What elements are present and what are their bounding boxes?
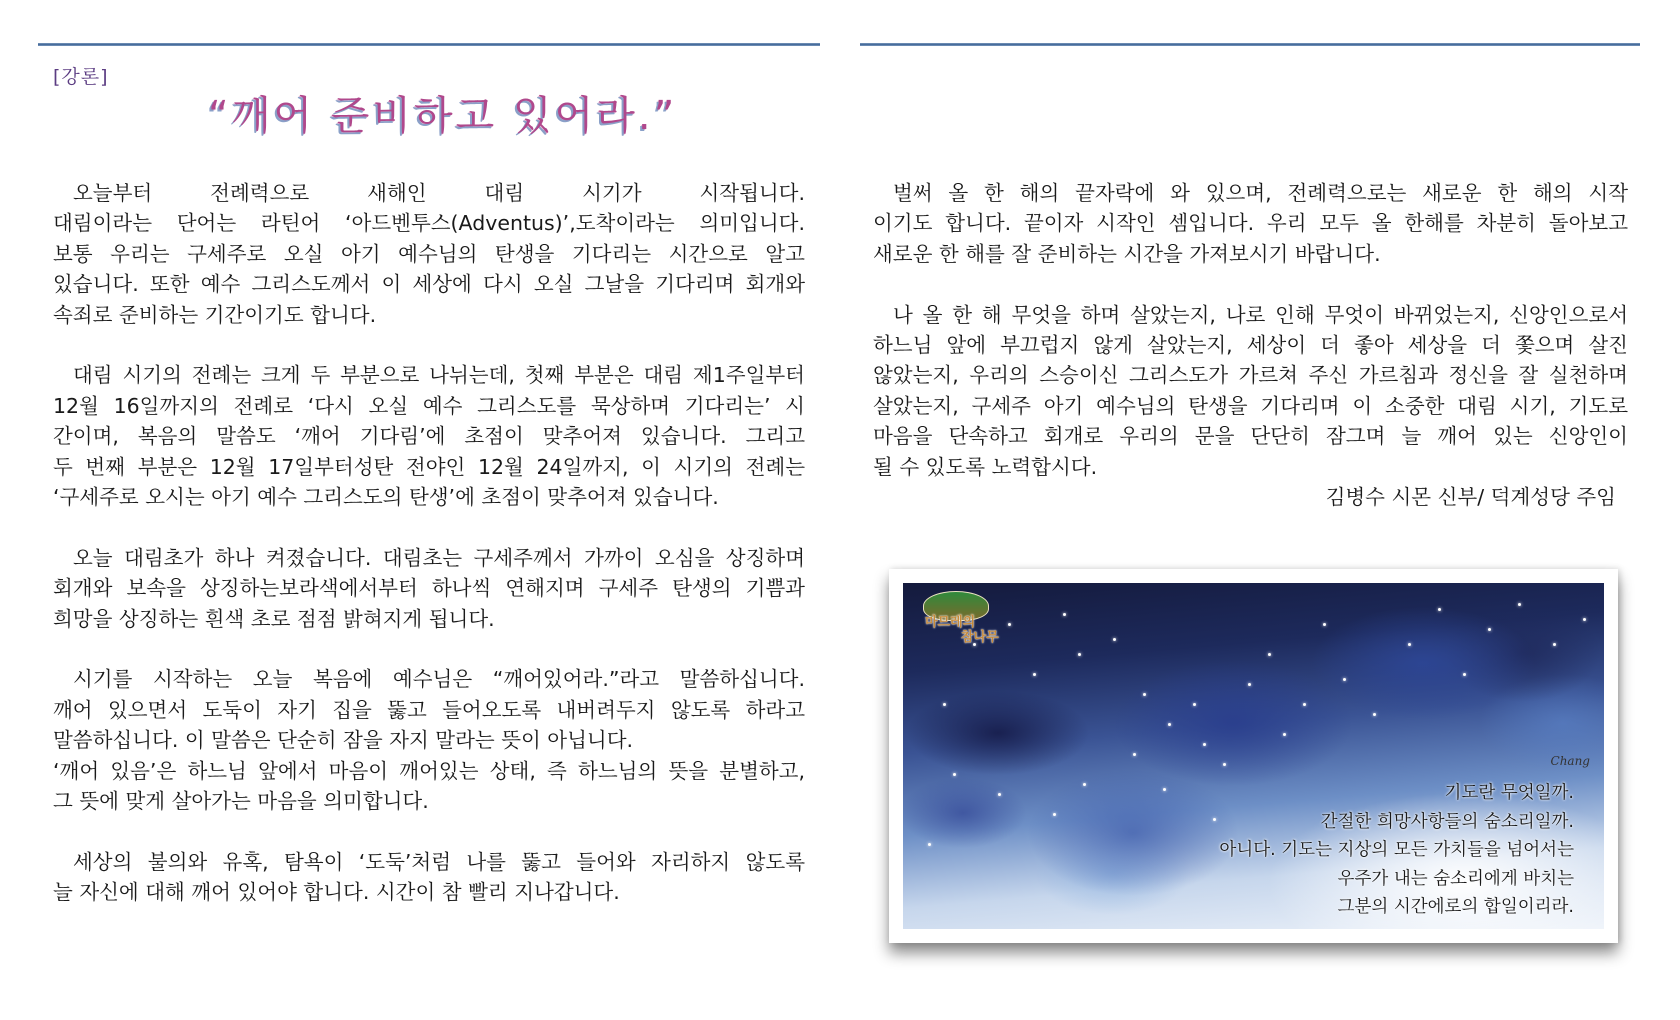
prayer-image-card (889, 569, 1618, 943)
text-line: 시기를 시작하는 오늘 복음에 예수님은 “깨어있어라.”라고 말씀하십니다. (73, 667, 805, 692)
text-line: 않았는지, 우리의 스승이신 그리스도가 가르쳐 주신 가르침과 정신을 잘 실천하며 (873, 363, 1628, 388)
logo-text-line1: 마므레의 (925, 615, 976, 630)
text-line: 희망을 상징하는 흰색 초로 점점 밝혀지게 됩니다. (53, 606, 495, 631)
text-line: 보통 우리는 구세주로 오실 아기 예수님의 탄생을 기다리는 시간으로 알고 (53, 241, 805, 266)
text-line: 이기도 합니다. 끝이자 시작인 셈입니다. 우리 모두 올 한해를 차분히 돌아보고 (873, 211, 1628, 236)
watercolor-night-sky-image (903, 583, 1604, 929)
text-line: 깨어 있으면서 도둑이 자기 집을 뚫고 들어오도록 내버려두지 않도록 하라고 (53, 697, 805, 722)
paragraph-7 (873, 300, 1628, 482)
text-line: 대림 시기의 전례는 크게 두 부분으로 나뉘는데, 첫째 부분은 대림 제1주일부터 (73, 363, 805, 388)
text-line: 살았는지, 구세주 아기 예수님의 탄생을 기다리며 이 소중한 대림 시기, 기도로 (873, 393, 1628, 418)
text-line: 늘 자신에 대해 깨어 있어야 합니다. 시간이 참 빨리 지나갑니다. (53, 880, 620, 905)
page-title: “깨어 준비하고 있어라.” (208, 93, 678, 139)
paragraph-5 (53, 847, 805, 908)
paragraph-1 (53, 178, 805, 330)
text-line: 하느님 앞에 부끄럽지 않게 살았는지, 세상이 더 좋아 세상을 더 쫓으며 살진 (873, 333, 1628, 358)
text-line: ‘구세주로 오시는 아기 예수 그리스도의 탄생’에 초점이 맞추어져 있습니다. (53, 485, 719, 510)
text-line: 대림이라는 단어는 라틴어 ‘아드벤투스(Adventus)’,도착이라는 의미입니다. (53, 211, 805, 236)
text-line: 나 올 한 해 무엇을 하며 살았는지, 나로 인해 무엇이 바뀌었는지, 신앙인으로서 (893, 302, 1628, 327)
paragraph-2 (53, 360, 805, 512)
paragraph-3 (53, 543, 805, 634)
text-line: 있습니다. 또한 예수 그리스도께서 이 세상에 다시 오실 그날을 기다리며 회개와 (53, 272, 805, 297)
logo-text-line2: 참나무 (961, 630, 999, 645)
text-line: 세상의 불의와 유혹, 탐욕이 ‘도둑’처럼 나를 뚫고 들어와 자리하지 않도록 (73, 849, 805, 874)
paragraph-4 (53, 664, 805, 816)
text-line: 마음을 단속하고 회개로 우리의 문을 단단히 잠그며 늘 깨어 있는 신앙인이 (873, 424, 1628, 449)
text-line: 오늘 대림초가 하나 켜졌습니다. 대림초는 구세주께서 가까이 오심을 상징하며 (73, 545, 805, 570)
text-line: 속죄로 준비하는 기간이기도 합니다. (53, 302, 377, 327)
text-line: 새로운 한 해를 잘 준비하는 시간을 가져보시기 바랍니다. (873, 241, 1381, 266)
text-line: 벌써 올 한 해의 끝자락에 와 있으며, 전례력으로는 새로운 한 해의 시작 (893, 181, 1628, 205)
header-rule-left (38, 43, 820, 46)
poem-line: 그분의 시간에로의 합일이리라. (1337, 897, 1574, 918)
section-tag: [강론] (53, 66, 109, 88)
paragraph-6 (873, 178, 1628, 269)
text-line: 될 수 있도록 노력합시다. (873, 454, 1098, 479)
text-line: 그 뜻에 맞게 살아가는 마음을 의미합니다. (53, 789, 429, 814)
text-line: 회개와 보속을 상징하는보라색에서부터 하나씩 연해지며 구세주 탄생의 기쁨과 (53, 576, 805, 601)
text-line: 오늘부터 전례력으로 새해인 대림 시기가 시작됩니다. (73, 181, 805, 205)
author-signature: 김병수 시몬 신부/ 덕계성당 주임 (1325, 485, 1616, 510)
text-line: 말씀하십니다. 이 말씀은 단순히 잠을 자지 말라는 뜻이 아닙니다. (53, 728, 634, 753)
poem-line: 간절한 희망사항들의 숨소리일까. (1320, 811, 1574, 832)
logo-mamre-oak (915, 591, 1025, 653)
text-line: 간이며, 복음의 말씀도 ‘깨어 기다림’에 초점이 맞추어져 있습니다. 그리고 (53, 424, 805, 449)
text-line: 12월 16일까지의 전례로 ‘다시 오실 예수 그리스도를 묵상하며 기다리는’ 시 (53, 393, 805, 418)
left-column (53, 178, 805, 908)
text-line: ‘깨어 있음’은 하느님 앞에서 마음이 깨어있는 상태, 즉 하느님의 뜻을 분별하고, (53, 758, 805, 783)
right-column (873, 178, 1628, 512)
poem-line: 우주가 내는 숨소리에게 바치는 (1337, 868, 1574, 889)
poem-line: 기도란 무엇일까. (1444, 783, 1574, 803)
poem-line: 아니다. 기도는 지상의 모든 가치들을 넘어서는 (1219, 840, 1574, 861)
text-line: 두 번째 부분은 12월 17일부터성탄 전야인 12월 24일까지, 이 시기의 전례는 (53, 454, 805, 479)
prayer-poem (1219, 779, 1574, 922)
artist-signature: Chang (1550, 754, 1590, 768)
header-rule-right (860, 43, 1640, 46)
